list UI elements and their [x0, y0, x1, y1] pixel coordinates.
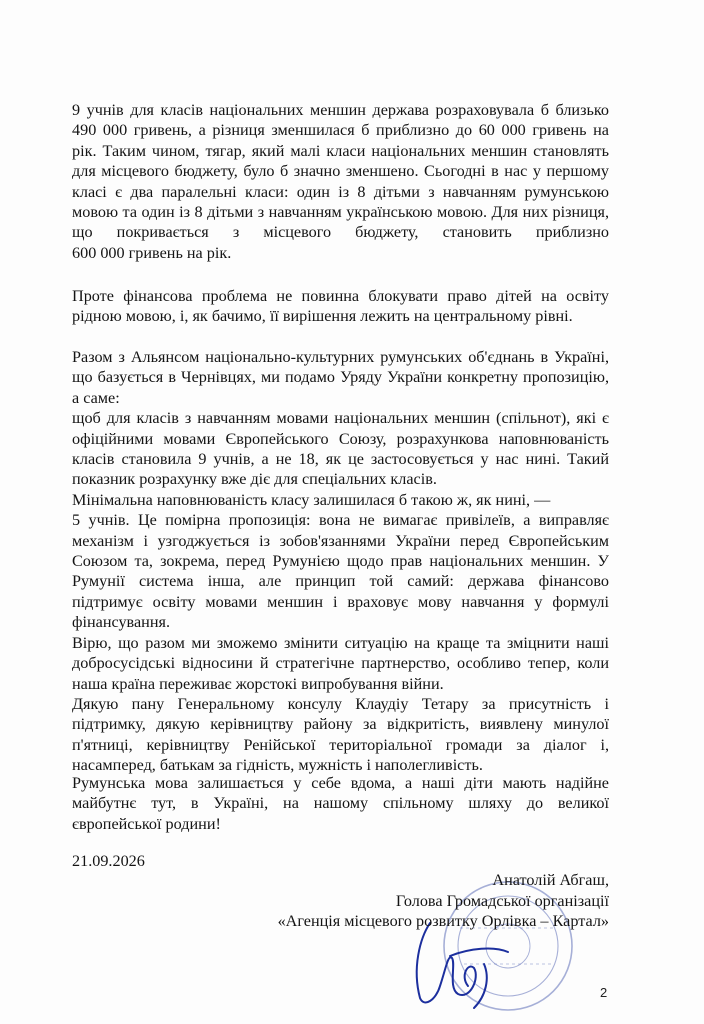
- text-line: Разом з Альянсом національно-культурних румунських об'єднань в Україні,: [72, 348, 609, 366]
- text-line: 9 учнів для класів національних меншин держава розраховувала б близько: [72, 101, 609, 119]
- text-line: механізм і узгоджується із зобов'язаннями України перед Європейським: [72, 531, 609, 550]
- text-line: підтримує освіту мовами меншин і враховує мову навчання у формулі: [72, 592, 609, 611]
- signatory-title: Голова Громадської організації: [395, 891, 609, 910]
- text-line: що покривається з місцевого бюджету, становить приблизно: [72, 223, 609, 242]
- text-line: Румунії система інша, але принцип той самий: держава фінансово: [72, 572, 609, 591]
- signature-block: [278, 870, 609, 932]
- text-line: класі є два паралельні класи: один із 8 дітьми з навчанням румунською: [72, 182, 609, 201]
- text-line: показник розрахунку вже діє для спеціальних класів.: [72, 470, 437, 489]
- text-line: рік. Таким чином, тягар, який малі класи національних меншин становлять: [72, 141, 609, 160]
- text-line: майбутнє тут, в Україні, на нашому спільному шляху до великої: [72, 794, 609, 813]
- page-number: 2: [600, 985, 608, 1000]
- text-line: класів становила 9 учнів, а не 18, як це застосовується у нас нині. Такий: [72, 450, 609, 469]
- signatory-organization: «Агенція місцевого розвитку Орлівка – Картал»: [277, 912, 609, 930]
- text-line: для місцевого бюджету, було б значно зменшено. Сьогодні в нас у першому: [72, 162, 609, 181]
- paragraph-closing: [72, 773, 609, 834]
- text-line: мовою та один із 8 дітьми з навчанням українською мовою. Для них різниця,: [72, 203, 609, 222]
- text-line: п'ятниці, керівництву Ренійської територіальної громади за діалог і,: [72, 735, 609, 754]
- text-line: Вірю, що разом ми зможемо змінити ситуацію на краще та зміцнити наші: [72, 633, 609, 652]
- text-line: наша країна переживає жорстокі випробування війни.: [72, 674, 444, 693]
- paragraph-budget: [72, 100, 609, 263]
- text-line: що базується в Чернівцях, ми подамо Уряду України конкретну пропозицію,: [72, 368, 609, 387]
- text-line: добросусідські відносини й стратегічне партнерство, особливо тепер, коли: [72, 654, 609, 673]
- text-line: Дякую пану Генеральному консулу Клаудіу Тетару за присутність і: [72, 694, 609, 713]
- text-line: а саме:: [72, 388, 120, 407]
- text-line: щоб для класів з навчанням мовами національних меншин (спільнот), які є: [72, 409, 609, 428]
- signatory-name: Анатолій Абгаш,: [492, 871, 609, 889]
- text-line: європейської родини!: [72, 814, 221, 833]
- text-line: підтримку, дякую керівництву району за відкритість, виявлену минулої: [72, 715, 609, 734]
- text-line: Румунська мова залишається у себе вдома, а наші діти мають надійне: [72, 774, 609, 792]
- document-date: 21.09.2026: [72, 852, 145, 870]
- text-line: Мінімальна наповнюваність класу залишилася б такою ж, як нині, —: [72, 490, 551, 509]
- paragraph-proposal: [72, 347, 609, 776]
- text-line: 5 учнів. Це помірна пропозиція: вона не вимагає привілеїв, а виправляє: [72, 511, 609, 530]
- text-line: 490 000 гривень, а різниця зменшилася б приблизно до 60 000 гривень на: [72, 121, 609, 140]
- text-line: Союзом та, зокрема, перед Румунією щодо прав національних меншин. У: [72, 552, 609, 571]
- text-line: фінансування.: [72, 613, 170, 632]
- text-line: 600 000 гривень на рік.: [72, 243, 232, 262]
- text-line: Проте фінансова проблема не повинна блокувати право дітей на освіту: [72, 287, 609, 305]
- paragraph-financial-problem: [72, 286, 609, 327]
- text-line: рідною мовою, і, як бачимо, її вирішення лежить на центральному рівні.: [72, 307, 573, 326]
- text-line: насамперед, батькам за гідність, мужність і наполегливість.: [72, 756, 483, 775]
- text-line: офіційними мовами Європейського Союзу, розрахункова наповнюваність: [72, 429, 609, 448]
